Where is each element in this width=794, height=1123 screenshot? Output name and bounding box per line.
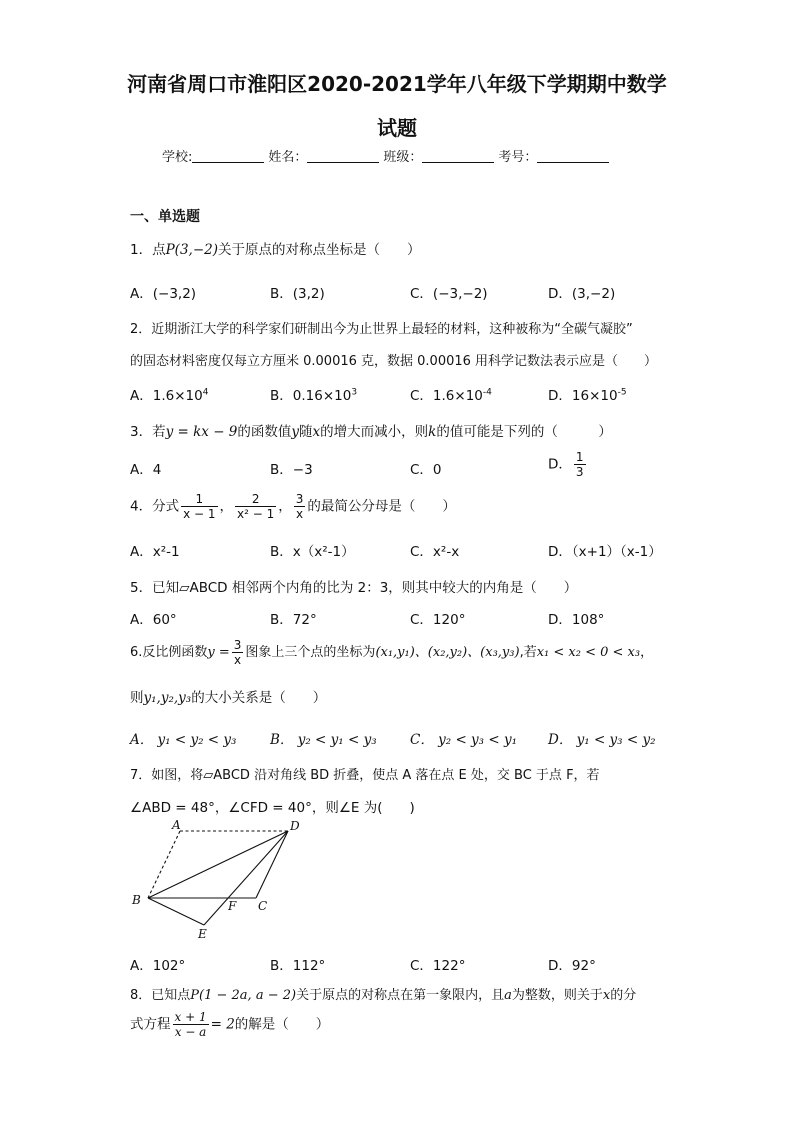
number-blank[interactable] bbox=[537, 150, 609, 163]
question-6-line2 bbox=[130, 686, 326, 706]
student-info-row bbox=[162, 146, 613, 165]
q4-f2-num: 2 bbox=[235, 492, 276, 507]
q2-d-exp: -5 bbox=[617, 387, 627, 398]
school-label: 学校: bbox=[162, 150, 193, 165]
q8-point: P(1 − 2a, a − 2) bbox=[190, 988, 297, 1003]
q6-line2-a: 则 bbox=[130, 690, 144, 706]
q6-line2-b: 的大小关系是（ ） bbox=[191, 690, 327, 706]
question-1 bbox=[130, 238, 421, 258]
page-title-line2: 试题 bbox=[377, 116, 417, 140]
segment-ED bbox=[204, 831, 288, 925]
question-8-line2 bbox=[130, 1010, 329, 1039]
q3-formula: y = kx − 9 bbox=[165, 424, 238, 440]
page-title: 河南省周口市淮阳区2020-2021学年八年级下学期期中数学 bbox=[127, 72, 667, 96]
q4-option-d[interactable]: D．（x+1）（x-1） bbox=[548, 544, 662, 560]
q6-option-d[interactable]: D． y₁ < y₃ < y₂ bbox=[548, 732, 656, 748]
q6-fraction bbox=[232, 638, 244, 667]
q3-text-b: 的函数值 bbox=[237, 424, 292, 440]
q4-fraction-3 bbox=[294, 492, 306, 521]
q4-f2-den: x² − 1 bbox=[237, 507, 275, 521]
q6-vars: y₁,y₂,y₃ bbox=[143, 690, 192, 706]
question-6-line1 bbox=[130, 638, 653, 667]
q3-text-e: 的值可能是下列的（ ） bbox=[436, 424, 612, 440]
segment-DC bbox=[256, 831, 288, 898]
q3-d-fraction bbox=[574, 450, 586, 479]
q4-f1-num: 1 bbox=[181, 492, 217, 507]
q8-text-a: 8．已知点 bbox=[130, 988, 191, 1003]
question-7-line1: 7．如图，将▱ABCD 沿对角线 BD 折叠，使点 A 落在点 E 处，交 BC 于点 F，若 bbox=[130, 768, 600, 783]
q8-line2-b: 的解是（ ） bbox=[234, 1016, 330, 1033]
q6-f-den: x bbox=[234, 653, 242, 667]
class-label: 班级： bbox=[383, 150, 423, 165]
q7-option-a[interactable]: A．102° bbox=[130, 958, 186, 974]
q8-line2-a: 式方程 bbox=[130, 1016, 171, 1033]
q2-option-a[interactable] bbox=[130, 384, 208, 404]
q3-option-c[interactable]: C．0 bbox=[410, 462, 442, 478]
question-4 bbox=[130, 492, 456, 521]
label-E: E bbox=[198, 927, 207, 940]
q6-text-d: ， bbox=[640, 645, 654, 660]
q6-f-num: 3 bbox=[233, 638, 242, 652]
q6-option-a[interactable]: A． y₁ < y₂ < y₃ bbox=[130, 732, 237, 748]
question-2-line1: 2．近期浙江大学的科学家们研制出今为止世界上最轻的材料，这种被称为“全碳气凝胶” bbox=[130, 322, 633, 337]
q2-option-c[interactable] bbox=[410, 384, 492, 404]
q3-text-a: 3．若 bbox=[130, 424, 166, 440]
q4-option-a[interactable]: A．x²-1 bbox=[130, 544, 180, 560]
question-8-line1 bbox=[130, 984, 636, 1003]
q1-option-b[interactable]: B．(3,2) bbox=[270, 286, 325, 302]
q3-var-x: x bbox=[312, 424, 321, 440]
q3-option-a[interactable]: A．4 bbox=[130, 462, 162, 478]
segment-AB-dashed bbox=[148, 831, 180, 898]
q6-yeq: y = bbox=[207, 645, 230, 660]
q8-text-c: 为整数，则关于 bbox=[511, 988, 603, 1003]
q4-fraction-2 bbox=[235, 492, 276, 521]
q2-b-exp: 3 bbox=[351, 387, 358, 398]
q5-option-a[interactable]: A．60° bbox=[130, 612, 177, 628]
q7-option-b[interactable]: B．112° bbox=[270, 958, 326, 974]
number-label: 考号： bbox=[498, 150, 538, 165]
q6-text-c: ,若 bbox=[519, 645, 537, 660]
name-label: 姓名： bbox=[268, 150, 308, 165]
q5-option-b[interactable]: B．72° bbox=[270, 612, 317, 628]
q3-option-d[interactable] bbox=[548, 450, 588, 479]
q4-option-c[interactable]: C．x²-x bbox=[410, 544, 460, 560]
parallelogram-fold-figure bbox=[130, 818, 330, 940]
q2-option-d[interactable] bbox=[548, 384, 627, 404]
q1-option-a[interactable]: A．(−3,2) bbox=[130, 286, 197, 302]
q4-option-b[interactable]: B．x（x²-1） bbox=[270, 544, 355, 560]
q7-option-d[interactable]: D．92° bbox=[548, 958, 596, 974]
q1-text: 1．点 bbox=[130, 242, 166, 258]
q8-text-b: 关于原点的对称点在第一象限内，且 bbox=[296, 988, 505, 1003]
label-B: B bbox=[132, 893, 141, 907]
q1-text-b: 关于原点的对称点坐标是（ ） bbox=[218, 242, 421, 258]
question-3 bbox=[130, 420, 612, 440]
q8-f-num: x + 1 bbox=[174, 1010, 207, 1024]
q4-sep: ， bbox=[219, 498, 234, 515]
q4-f1-den: x − 1 bbox=[183, 507, 216, 521]
q6-option-b[interactable]: B． y₂ < y₁ < y₃ bbox=[270, 732, 377, 748]
q2-d-base: D．16×10 bbox=[548, 388, 618, 404]
q6-text-a: 6.反比例函数 bbox=[130, 645, 208, 660]
q8-fraction bbox=[173, 1010, 209, 1039]
q3-d-label: D． bbox=[548, 456, 572, 473]
q3-text-d: 的增大而减小，则 bbox=[320, 424, 429, 440]
label-F: F bbox=[228, 899, 237, 913]
q6-text-b: 图象上三个点的坐标为 bbox=[245, 645, 376, 660]
q5-option-c[interactable]: C．120° bbox=[410, 612, 466, 628]
q1-option-c[interactable]: C．(−3,−2) bbox=[410, 286, 488, 302]
q2-b-base: B．0.16×10 bbox=[270, 388, 352, 404]
q8-text-d: 的分 bbox=[610, 988, 637, 1003]
q3-var-y: y bbox=[291, 424, 300, 440]
q1-point: P(3,−2) bbox=[165, 242, 218, 258]
q4-sep-2: ， bbox=[278, 498, 292, 515]
q4-text-b: 的最简公分母是（ ） bbox=[307, 498, 456, 515]
q6-condition: x₁ < x₂ < 0 < x₃ bbox=[536, 645, 641, 660]
q8-equals: = 2 bbox=[210, 1016, 235, 1033]
q2-a-base: A．1.6×10 bbox=[130, 388, 203, 404]
q8-var-x: x bbox=[602, 988, 611, 1003]
question-2-line2: 的固态材料密度仅每立方厘米 0.00016 克，数据 0.00016 用科学记数法表示应是（ ） bbox=[130, 354, 658, 369]
q2-a-exp: 4 bbox=[202, 387, 209, 398]
q4-f3-den: x bbox=[296, 507, 304, 521]
class-blank[interactable] bbox=[422, 150, 494, 163]
q8-var-a: a bbox=[504, 988, 512, 1003]
q4-text-a: 4．分式 bbox=[130, 498, 180, 515]
q1-option-d[interactable]: D．(3,−2) bbox=[548, 286, 616, 302]
q4-fraction-1 bbox=[181, 492, 217, 521]
q2-c-exp: -4 bbox=[482, 387, 492, 398]
q6-points: (x₁,y₁)、(x₂,y₂)、(x₃,y₃) bbox=[375, 645, 520, 660]
q3-d-den: 3 bbox=[575, 465, 584, 479]
q2-option-b[interactable] bbox=[270, 384, 357, 404]
question-5: 5．已知▱ABCD 相邻两个内角的比为 2：3，则其中较大的内角是（ ） bbox=[130, 580, 578, 596]
q7-option-c[interactable]: C．122° bbox=[410, 958, 466, 974]
q3-text-c: 随 bbox=[299, 424, 313, 440]
name-blank[interactable] bbox=[307, 150, 379, 163]
label-D: D bbox=[290, 819, 300, 833]
q3-var-k: k bbox=[428, 424, 437, 440]
q6-option-c[interactable]: C． y₂ < y₃ < y₁ bbox=[410, 732, 518, 748]
q3-option-b[interactable]: B．−3 bbox=[270, 462, 313, 478]
segment-BE bbox=[148, 898, 204, 925]
q2-c-base: C．1.6×10 bbox=[410, 388, 483, 404]
segment-BD bbox=[148, 831, 288, 898]
question-7-line2: ∠ABD = 48°，∠CFD = 40°，则∠E 为( ) bbox=[130, 800, 415, 816]
label-A: A bbox=[172, 818, 181, 832]
section-heading: 一、单选题 bbox=[130, 209, 200, 225]
q4-f3-num: 3 bbox=[295, 492, 304, 506]
q8-f-den: x − a bbox=[174, 1025, 207, 1039]
q5-option-d[interactable]: D．108° bbox=[548, 612, 605, 628]
q3-d-num: 1 bbox=[575, 450, 584, 464]
school-blank[interactable] bbox=[192, 150, 264, 163]
label-C: C bbox=[258, 899, 268, 913]
